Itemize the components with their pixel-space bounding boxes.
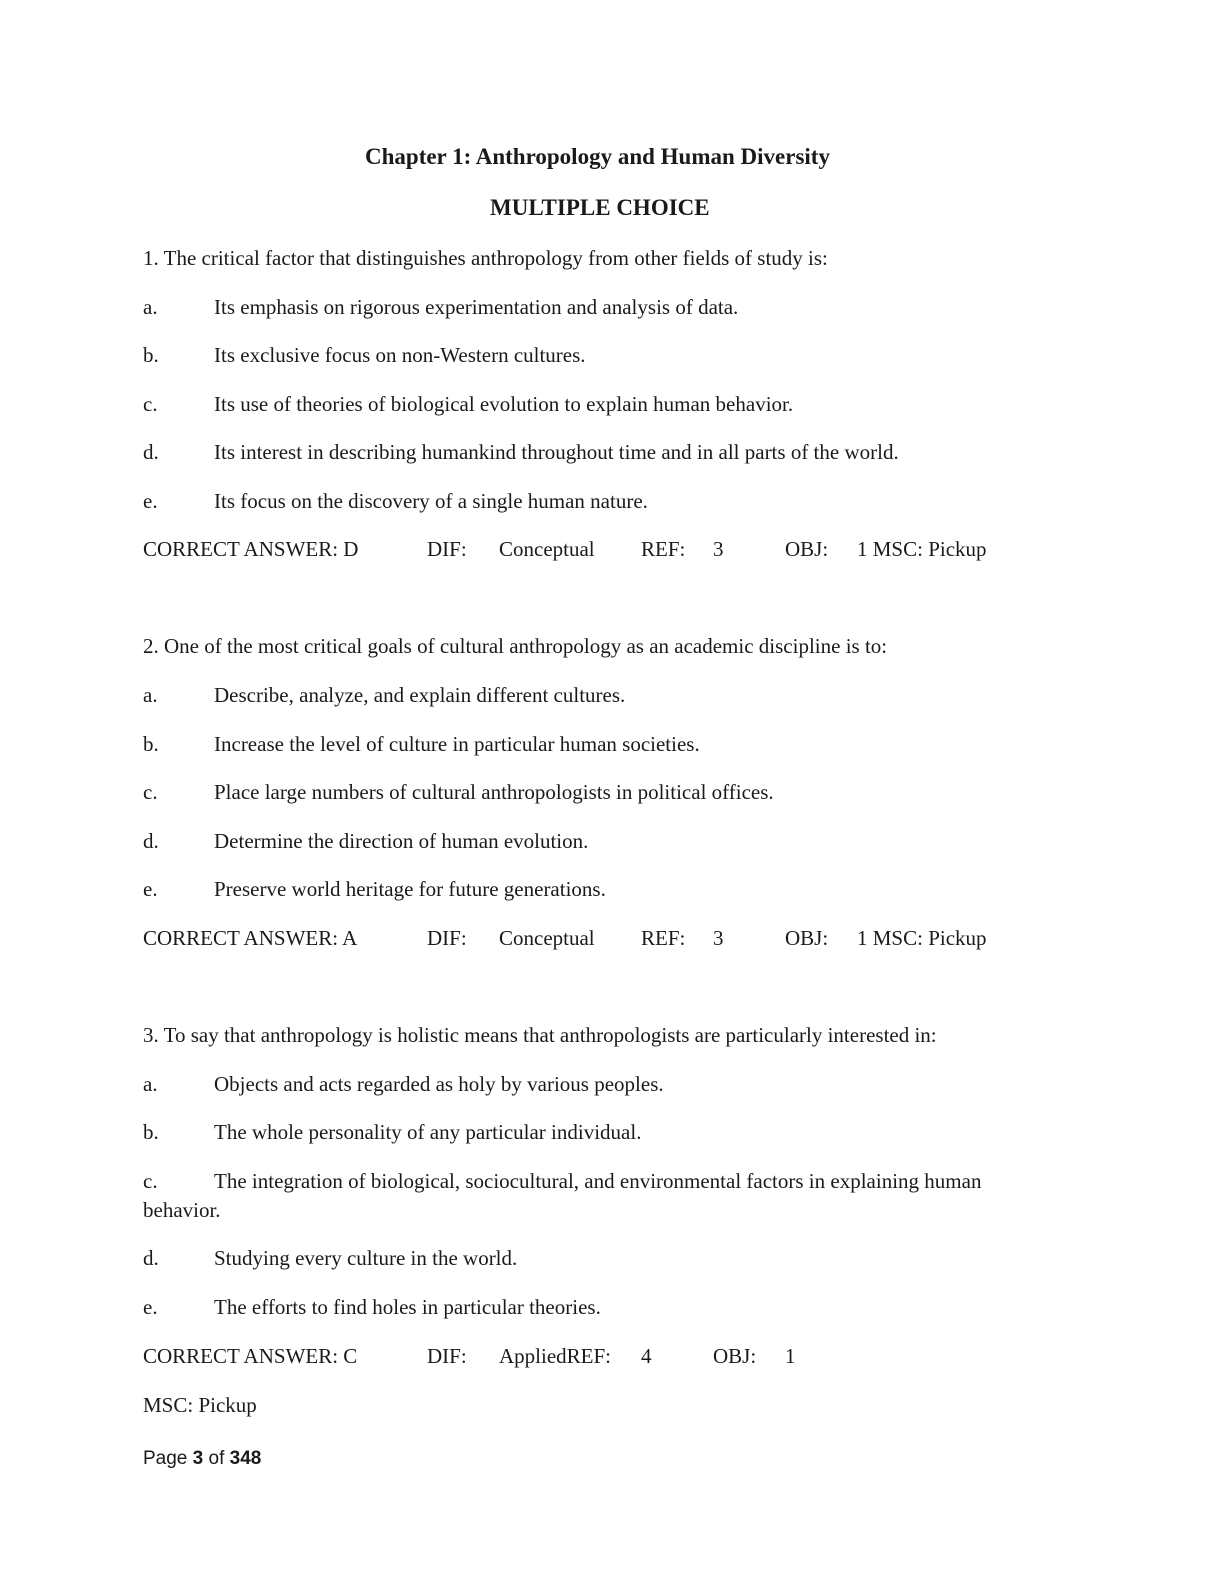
option-letter: d. bbox=[143, 1246, 159, 1270]
option-letter: c. bbox=[143, 392, 158, 416]
option-letter: e. bbox=[143, 1295, 158, 1319]
option-text: Place large numbers of cultural anthropologists in political offices. bbox=[214, 780, 774, 804]
option-text: Studying every culture in the world. bbox=[214, 1246, 518, 1270]
correct-answer: CORRECT ANSWER: D bbox=[143, 537, 359, 561]
obj-label: OBJ: bbox=[713, 1344, 757, 1368]
page-footer bbox=[143, 1447, 261, 1471]
option-text: Objects and acts regarded as holy by various peoples. bbox=[214, 1072, 664, 1096]
option-text: The whole personality of any particular individual. bbox=[214, 1120, 642, 1144]
option-letter: b. bbox=[143, 732, 159, 756]
section-title: MULTIPLE CHOICE bbox=[490, 195, 710, 220]
option-letter: c. bbox=[143, 1169, 158, 1193]
option-letter: d. bbox=[143, 829, 159, 853]
ref-value: 3 bbox=[713, 926, 724, 950]
question-stem: 1. The critical factor that distinguishes anthropology from other fields of study is: bbox=[143, 246, 828, 270]
option-letter: a. bbox=[143, 295, 158, 319]
question-stem: 3. To say that anthropology is holistic means that anthropologists are particularly interested in: bbox=[143, 1023, 937, 1047]
question-stem: 2. One of the most critical goals of cultural anthropology as an academic discipline is to: bbox=[143, 634, 888, 658]
option-text: Its focus on the discovery of a single human nature. bbox=[214, 489, 648, 513]
msc-line: MSC: Pickup bbox=[143, 1393, 257, 1417]
option-letter: e. bbox=[143, 877, 158, 901]
option-text: Describe, analyze, and explain different cultures. bbox=[214, 683, 626, 707]
ref-value: 3 bbox=[713, 537, 724, 561]
option-text: Increase the level of culture in particular human societies. bbox=[214, 732, 700, 756]
option-letter: a. bbox=[143, 683, 158, 707]
page-number: 3 bbox=[192, 1448, 204, 1469]
correct-answer: CORRECT ANSWER: C bbox=[143, 1344, 358, 1368]
option-text: The integration of biological, sociocultural, and environmental factors in explaining human bbox=[214, 1169, 982, 1193]
option-text: Its emphasis on rigorous experimentation and analysis of data. bbox=[214, 295, 739, 319]
correct-answer: CORRECT ANSWER: A bbox=[143, 926, 358, 950]
dif-label: DIF: bbox=[427, 1344, 467, 1368]
obj-msc-value: 1 MSC: Pickup bbox=[857, 926, 987, 950]
option-text: Preserve world heritage for future generations. bbox=[214, 877, 606, 901]
obj-msc-value: 1 MSC: Pickup bbox=[857, 537, 987, 561]
option-letter: d. bbox=[143, 440, 159, 464]
option-letter: c. bbox=[143, 780, 158, 804]
obj-label: OBJ: bbox=[785, 537, 829, 561]
option-letter: a. bbox=[143, 1072, 158, 1096]
ref-value: 4 bbox=[641, 1344, 652, 1368]
of-label: of bbox=[208, 1448, 225, 1469]
obj-value: 1 bbox=[785, 1344, 796, 1368]
option-text: Its interest in describing humankind throughout time and in all parts of the world. bbox=[214, 440, 899, 464]
ref-label: REF: bbox=[641, 537, 686, 561]
option-text: Its use of theories of biological evolution to explain human behavior. bbox=[214, 392, 794, 416]
dif-value: Conceptual bbox=[499, 537, 595, 561]
option-text: Determine the direction of human evolution. bbox=[214, 829, 589, 853]
option-letter: b. bbox=[143, 1120, 159, 1144]
option-text: The efforts to find holes in particular theories. bbox=[214, 1295, 601, 1319]
obj-label: OBJ: bbox=[785, 926, 829, 950]
dif-ref-value: AppliedREF: bbox=[499, 1344, 612, 1368]
option-text-continuation: behavior. bbox=[143, 1198, 221, 1222]
dif-label: DIF: bbox=[427, 926, 467, 950]
chapter-title: Chapter 1: Anthropology and Human Diversity bbox=[365, 144, 830, 169]
option-letter: e. bbox=[143, 489, 158, 513]
total-pages: 348 bbox=[229, 1448, 262, 1469]
ref-label: REF: bbox=[641, 926, 686, 950]
dif-label: DIF: bbox=[427, 537, 467, 561]
option-letter: b. bbox=[143, 343, 159, 367]
dif-value: Conceptual bbox=[499, 926, 595, 950]
page-label: Page bbox=[143, 1448, 188, 1469]
option-text: Its exclusive focus on non-Western cultures. bbox=[214, 343, 586, 367]
